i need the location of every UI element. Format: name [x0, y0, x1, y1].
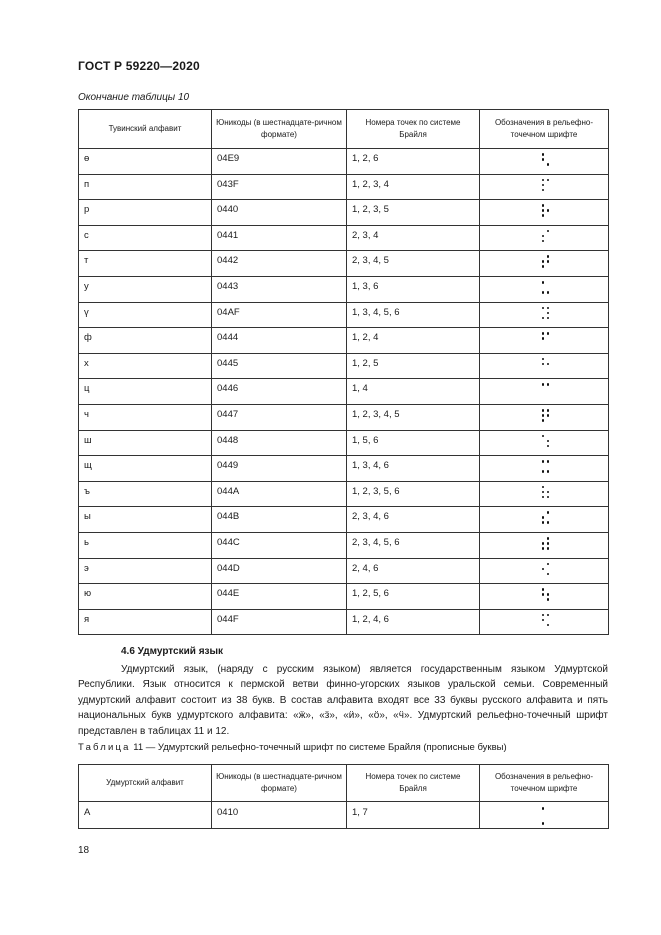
braille-dot-6: [547, 547, 550, 550]
table-row: [79, 225, 609, 251]
unicode-cell: 04E9: [212, 149, 347, 175]
dots-cell: 1, 3, 4, 6: [347, 456, 480, 482]
braille-cell: [480, 404, 609, 430]
table-row: [79, 276, 609, 302]
braille-dot-2: [542, 619, 545, 622]
table-continuation-caption: Окончание таблицы 10: [78, 92, 190, 103]
letter-cell: ү: [79, 302, 212, 328]
braille-dot-1: [542, 486, 545, 489]
braille-dot-2: [542, 414, 545, 417]
braille-dot-5: [547, 593, 550, 596]
table-row: [79, 558, 609, 584]
table-row: [79, 481, 609, 507]
letter-cell: я: [79, 609, 212, 635]
braille-cell: [480, 481, 609, 507]
braille-dot-3: [542, 214, 545, 217]
dots-cell: 1, 2, 3, 4: [347, 174, 480, 200]
table-row: [79, 328, 609, 354]
braille-dot-4: [547, 179, 550, 182]
unicode-cell: 0440: [212, 200, 347, 226]
braille-dot-3: [542, 470, 545, 473]
braille-dot-2: [542, 516, 545, 519]
braille-dot-4: [547, 460, 550, 463]
braille-symbol: [542, 153, 552, 169]
table-row: [79, 532, 609, 558]
unicode-cell: 0442: [212, 251, 347, 277]
braille-symbol: [542, 511, 552, 527]
table-11-caption-label: Таблица: [78, 742, 131, 753]
dots-cell: 1, 2, 3, 5: [347, 200, 480, 226]
letter-cell: А: [79, 802, 212, 829]
table-row: [79, 149, 609, 175]
document-header: ГОСТ Р 59220—2020: [78, 59, 200, 73]
column-header: Тувинский алфавит: [79, 110, 212, 149]
braille-symbol: [542, 179, 552, 195]
table-row: [79, 379, 609, 405]
braille-dot-1: [542, 435, 545, 438]
braille-dot-1: [542, 460, 545, 463]
braille-dot-2: [542, 568, 545, 571]
page-number: 18: [78, 845, 90, 856]
dots-cell: 2, 3, 4, 5: [347, 251, 480, 277]
unicode-cell: 044B: [212, 507, 347, 533]
unicode-cell: 044A: [212, 481, 347, 507]
braille-cell: [480, 802, 609, 829]
braille-symbol: [542, 409, 552, 425]
braille-dot-3: [542, 419, 545, 422]
dots-cell: 2, 4, 6: [347, 558, 480, 584]
braille-dot-6: [547, 317, 550, 320]
braille-cell: [480, 584, 609, 610]
dots-cell: 1, 2, 5: [347, 353, 480, 379]
braille-cell: [480, 507, 609, 533]
braille-dot-1: [542, 332, 545, 335]
braille-dot-5: [547, 414, 550, 417]
braille-dot-6: [547, 521, 550, 524]
table-row: [79, 584, 609, 610]
table-row: [79, 430, 609, 456]
unicode-cell: 0444: [212, 328, 347, 354]
unicode-cell: 04AF: [212, 302, 347, 328]
dots-cell: 1, 7: [347, 802, 480, 829]
braille-dot-5: [547, 209, 550, 212]
braille-symbol: [542, 358, 552, 374]
braille-symbol: [542, 807, 552, 823]
braille-symbol: [542, 460, 552, 476]
braille-dot-1: [542, 204, 545, 207]
unicode-cell: 043F: [212, 174, 347, 200]
table-row: [79, 802, 609, 829]
braille-cell: [480, 558, 609, 584]
table-row: [79, 174, 609, 200]
braille-dot-1: [542, 614, 545, 617]
dots-cell: 1, 2, 3, 4, 5: [347, 404, 480, 430]
table-row: [79, 251, 609, 277]
braille-cell: [480, 609, 609, 635]
braille-dot-2: [542, 593, 545, 596]
braille-cell: [480, 328, 609, 354]
column-header: Номера точек по системе Брайля: [347, 765, 480, 802]
braille-dot-6: [547, 291, 550, 294]
braille-dot-6: [547, 573, 550, 576]
letter-cell: э: [79, 558, 212, 584]
braille-dot-3: [542, 240, 545, 243]
unicode-cell: 0410: [212, 802, 347, 829]
braille-dot-4: [547, 255, 550, 258]
braille-dot-6: [547, 163, 550, 166]
letter-cell: ф: [79, 328, 212, 354]
braille-dot-4: [547, 332, 550, 335]
braille-dot-3: [542, 547, 545, 550]
braille-dot-7: [542, 822, 545, 825]
braille-dot-2: [542, 363, 545, 366]
letter-cell: ю: [79, 584, 212, 610]
letter-cell: ц: [79, 379, 212, 405]
unicode-cell: 044D: [212, 558, 347, 584]
braille-dot-3: [542, 189, 545, 192]
braille-dot-3: [542, 265, 545, 268]
braille-symbol: [542, 204, 552, 220]
braille-symbol: [542, 435, 552, 451]
unicode-cell: 0446: [212, 379, 347, 405]
dots-cell: 1, 5, 6: [347, 430, 480, 456]
unicode-cell: 0448: [212, 430, 347, 456]
braille-symbol: [542, 383, 552, 399]
braille-symbol: [542, 537, 552, 553]
braille-dot-2: [542, 158, 545, 161]
braille-cell: [480, 430, 609, 456]
braille-cell: [480, 251, 609, 277]
letter-cell: с: [79, 225, 212, 251]
braille-dot-1: [542, 153, 545, 156]
braille-dot-5: [547, 542, 550, 545]
braille-symbol: [542, 588, 552, 604]
braille-dot-2: [542, 491, 545, 494]
braille-dot-5: [547, 440, 550, 443]
braille-dot-4: [547, 511, 550, 514]
braille-dot-4: [547, 537, 550, 540]
dots-cell: 1, 2, 3, 5, 6: [347, 481, 480, 507]
letter-cell: ш: [79, 430, 212, 456]
dots-cell: 1, 4: [347, 379, 480, 405]
dots-cell: 2, 3, 4, 6: [347, 507, 480, 533]
braille-dot-1: [542, 409, 545, 412]
braille-cell: [480, 174, 609, 200]
braille-dot-5: [547, 491, 550, 494]
braille-dot-1: [542, 307, 545, 310]
braille-cell: [480, 353, 609, 379]
braille-cell: [480, 302, 609, 328]
braille-dot-1: [542, 281, 545, 284]
braille-symbol: [542, 563, 552, 579]
letter-cell: р: [79, 200, 212, 226]
table-row: [79, 200, 609, 226]
table-row: [79, 353, 609, 379]
braille-dot-6: [547, 445, 550, 448]
braille-cell: [480, 456, 609, 482]
unicode-cell: 044F: [212, 609, 347, 635]
braille-dot-3: [542, 317, 545, 320]
letter-cell: ы: [79, 507, 212, 533]
braille-dot-3: [542, 291, 545, 294]
braille-symbol: [542, 486, 552, 502]
unicode-cell: 0449: [212, 456, 347, 482]
unicode-cell: 044C: [212, 532, 347, 558]
braille-dot-1: [542, 807, 545, 810]
table-header-row: [79, 765, 609, 802]
braille-dot-5: [547, 260, 550, 263]
braille-dot-3: [542, 496, 545, 499]
braille-dot-6: [547, 624, 550, 627]
braille-symbol: [542, 281, 552, 297]
braille-dot-6: [547, 470, 550, 473]
braille-dot-6: [547, 496, 550, 499]
braille-cell: [480, 532, 609, 558]
column-header: Обозначения в рельефно-точечном шрифте: [480, 110, 609, 149]
braille-dot-2: [542, 337, 545, 340]
braille-dot-4: [547, 307, 550, 310]
unicode-cell: 044E: [212, 584, 347, 610]
braille-dot-2: [542, 260, 545, 263]
table-row: [79, 507, 609, 533]
unicode-cell: 0441: [212, 225, 347, 251]
braille-dot-5: [547, 312, 550, 315]
letter-cell: у: [79, 276, 212, 302]
letter-cell: ъ: [79, 481, 212, 507]
letter-cell: ч: [79, 404, 212, 430]
letter-cell: ь: [79, 532, 212, 558]
braille-dot-4: [547, 230, 550, 233]
braille-symbol: [542, 307, 552, 323]
letter-cell: щ: [79, 456, 212, 482]
braille-dot-5: [547, 363, 550, 366]
braille-cell: [480, 379, 609, 405]
braille-dot-2: [542, 184, 545, 187]
dots-cell: 2, 3, 4, 5, 6: [347, 532, 480, 558]
braille-cell: [480, 225, 609, 251]
column-header: Обозначения в рельефно-точечном шрифте: [480, 765, 609, 802]
braille-symbol: [542, 255, 552, 271]
braille-dot-2: [542, 209, 545, 212]
braille-dot-2: [542, 542, 545, 545]
table-row: [79, 456, 609, 482]
braille-dot-1: [542, 383, 545, 386]
dots-cell: 1, 3, 6: [347, 276, 480, 302]
dots-cell: 1, 2, 4: [347, 328, 480, 354]
table-row: [79, 404, 609, 430]
braille-dot-4: [547, 563, 550, 566]
braille-dot-1: [542, 179, 545, 182]
column-header: Номера точек по системе Брайля: [347, 110, 480, 149]
dots-cell: 2, 3, 4: [347, 225, 480, 251]
table-11: [78, 764, 609, 829]
table-10: [78, 109, 609, 635]
braille-symbol: [542, 614, 552, 630]
braille-cell: [480, 276, 609, 302]
braille-dot-2: [542, 235, 545, 238]
table-row: [79, 609, 609, 635]
letter-cell: х: [79, 353, 212, 379]
unicode-cell: 0443: [212, 276, 347, 302]
braille-dot-3: [542, 521, 545, 524]
braille-cell: [480, 200, 609, 226]
braille-dot-4: [547, 409, 550, 412]
section-paragraph: Удмуртский язык, (наряду с русским языком) является государственным языком Удмуртской Республики. Язык относится к пермской ветви финно-угорских языков уральской семьи. Современный удмуртский алфавит состоит из 38 букв. В состав алфавита входят все 33 буквы русского алфавита и пять национальных букв удмуртского алфавита: «ӝ», «ӟ», «ӥ», «ӧ», «ӵ». Удмуртский рельефно-точечный шрифт представлен в таблицах 11 и 12.: [78, 664, 608, 737]
table-row: [79, 302, 609, 328]
table-11-caption: [78, 742, 507, 753]
column-header: Юникоды (в шестнадцате-ричном формате): [212, 110, 347, 149]
dots-cell: 1, 2, 4, 6: [347, 609, 480, 635]
letter-cell: п: [79, 174, 212, 200]
table-11-caption-text: 11 — Удмуртский рельефно-точечный шрифт по системе Брайля (прописные буквы): [130, 742, 507, 753]
dots-cell: 1, 3, 4, 5, 6: [347, 302, 480, 328]
braille-dot-4: [547, 614, 550, 617]
braille-symbol: [542, 332, 552, 348]
column-header: Юникоды (в шестнадцате-ричном формате): [212, 765, 347, 802]
braille-dot-4: [547, 383, 550, 386]
unicode-cell: 0447: [212, 404, 347, 430]
braille-dot-1: [542, 588, 545, 591]
braille-dot-1: [542, 358, 545, 361]
braille-symbol: [542, 230, 552, 246]
dots-cell: 1, 2, 6: [347, 149, 480, 175]
braille-cell: [480, 149, 609, 175]
section-title: 4.6 Удмуртский язык: [121, 646, 224, 657]
letter-cell: т: [79, 251, 212, 277]
dots-cell: 1, 2, 5, 6: [347, 584, 480, 610]
column-header: Удмуртский алфавит: [79, 765, 212, 802]
braille-dot-6: [547, 598, 550, 601]
unicode-cell: 0445: [212, 353, 347, 379]
letter-cell: ө: [79, 149, 212, 175]
table-header-row: [79, 110, 609, 149]
